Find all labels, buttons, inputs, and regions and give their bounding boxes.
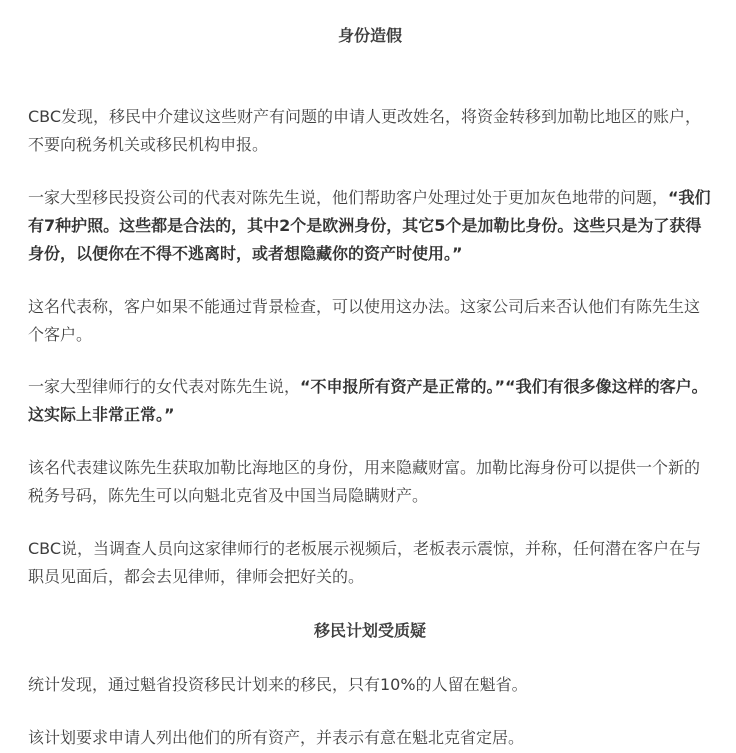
- paragraph-background-check: 这名代表称，客户如果不能通过背景检查，可以使用这办法。这家公司后来否认他们有陈先生这个客户。: [28, 297, 701, 344]
- paragraph-investment-firm: [28, 184, 712, 268]
- section-heading-immigration-program: 移民计划受质疑: [313, 621, 426, 640]
- paragraph-statistics: 统计发现，通过魁省投资移民计划来的移民，只有10%的人留在魁省。: [28, 675, 528, 694]
- paragraph-cbc-findings: CBC发现，移民中介建议这些财产有问题的申请人更改姓名，将资金转移到加勒比地区的账户，不要向税务机关或移民机构申报。: [28, 107, 702, 154]
- law-firm-quote: “不申报所有资产是正常的。”“我们有很多像这样的客户。这实际上非常正常。”: [28, 377, 708, 424]
- paragraph-law-firm-text: 一家大型律师行的女代表对陈先生说，: [28, 377, 301, 396]
- paragraph-law-firm-response: CBC说，当调查人员向这家律师行的老板展示视频后，老板表示震惊，并称，任何潜在客户在与职员见面后，都会去见律师，律师会把好关的。: [28, 539, 702, 586]
- passport-quote: “我们有7种护照。这些都是合法的，其中2个是欧洲身份，其它5个是加勒比身份。这些只是为了获得身份，以便你在不得不逃离时，或者想隐藏你的资产时使用。”: [28, 188, 711, 263]
- paragraph-law-firm: [28, 373, 712, 429]
- paragraph-caribbean-identity: 该名代表建议陈先生获取加勒比海地区的身份，用来隐藏财富。加勒比海身份可以提供一个新的税务号码，陈先生可以向魁北克省及中国当局隐瞒财产。: [28, 458, 701, 505]
- paragraph-investment-firm-text: 一家大型移民投资公司的代表对陈先生说，他们帮助客户处理过处于更加灰色地带的问题，: [28, 188, 669, 207]
- paragraph-program-requirements: 该计划要求申请人列出他们的所有资产，并表示有意在魁北克省定居。: [28, 728, 525, 747]
- section-heading-identity-fraud: 身份造假: [337, 26, 402, 45]
